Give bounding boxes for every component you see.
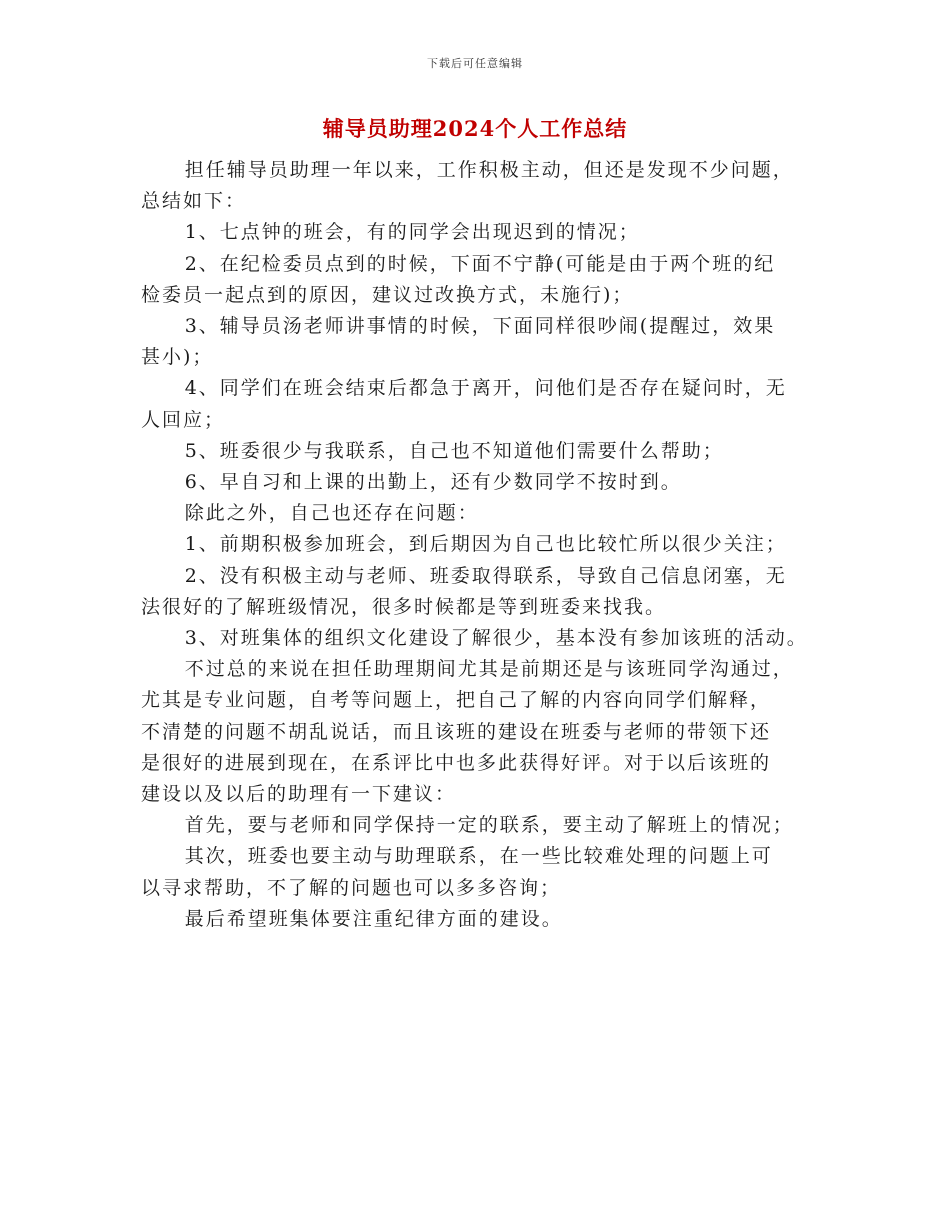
paragraph-self-3: 3、对班集体的组织文化建设了解很少，基本没有参加该班的活动。 [184,627,808,650]
paragraph-issue-1: 1、七点钟的班会，有的同学会出现迟到的情况； [184,221,640,244]
paragraph-summary: 不过总的来说在担任助理期间尤其是前期还是与该班同学沟通过， 尤其是专业问题，自考等问题上，把自己了解的内容向同学们解释， 不清楚的问题不胡乱说话，而且该班的建设在班委与老师的带领下还 是很好的进展到现在，在系评比中也多此获得好评。对于以后该班的 建设以及以后的助理有一下建议： [141,658,794,806]
paragraph-suggestion-1: 首先，要与老师和同学保持一定的联系，要主动了解班上的情况； [184,814,794,837]
paragraph-issue-4: 4、同学们在班会结束后都急于离开，问他们是否存在疑问时，无 人回应； [141,377,787,431]
paragraph-issue-5: 5、班委很少与我联系，自己也不知道他们需要什么帮助； [184,439,724,462]
paragraph-suggestion-3: 最后希望班集体要注重纪律方面的建设。 [184,907,563,930]
paragraph-intro: 担任辅导员助理一年以来，工作积极主动，但还是发现不少问题， 总结如下： [141,159,794,213]
document-title: 辅导员助理2024个人工作总结 [322,116,628,141]
header-note: 下载后可任意编辑 [427,57,523,70]
paragraph-self-2: 2、没有积极主动与老师、班委取得联系，导致自己信息闭塞，无 法很好的了解班级情况，很多时候都是等到班委来找我。 [141,564,787,618]
paragraph-issue-2: 2、在纪检委员点到的时候，下面不宁静(可能是由于两个班的纪 检委员一起点到的原因，建议过改换方式，未施行)； [141,252,776,306]
paragraph-self-1: 1、前期积极参加班会，到后期因为自己也比较忙所以很少关注； [184,533,787,556]
paragraph-issue-3: 3、辅导员汤老师讲事情的时候，下面同样很吵闹(提醒过，效果 甚小)； [141,315,776,369]
document-body [141,155,816,935]
paragraph-suggestion-2: 其次，班委也要主动与助理联系，在一些比较难处理的问题上可 以寻求帮助，不了解的问题也可以多多咨询； [141,845,773,899]
paragraph-issue-6: 6、早自习和上课的出勤上，还有少数同学不按时到。 [184,471,682,494]
paragraph-self-intro: 除此之外，自己也还存在问题： [184,502,479,525]
